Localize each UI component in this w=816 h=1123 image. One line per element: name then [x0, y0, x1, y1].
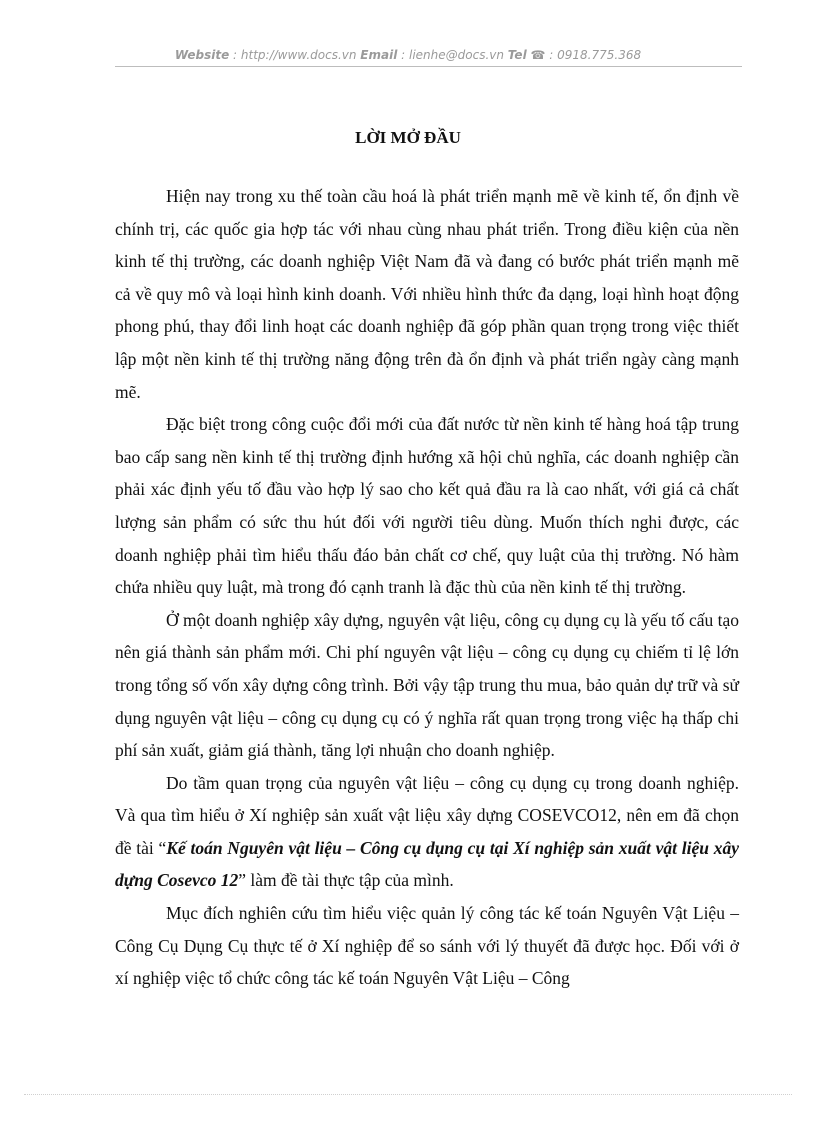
- paragraph-1: Hiện nay trong xu thế toàn cầu hoá là phát triển mạnh mẽ về kinh tế, ổn định về chính trị, các quốc gia hợp tác với nhau cùng nhau phát triển. Trong điều kiện của nền kinh tế thị trường, các doanh nghiệp Việt Nam đã và đang có bước phát triển mạnh mẽ cả về quy mô và loại hình kinh doanh. Với nhiều hình thức đa dạng, loại hình hoạt động phong phú, thay đổi linh hoạt các doanh nghiệp đã góp phần quan trọng trong việc thiết lập một nền kinh tế thị trường năng động trên đà ổn định và phát triển ngày càng mạnh mẽ.: [115, 186, 739, 402]
- website-label: Website: [174, 48, 230, 62]
- page-header: [0, 48, 816, 62]
- paragraph-4: [115, 767, 739, 897]
- paragraph-4-outro: ” làm đề tài thực tập của mình.: [238, 870, 454, 891]
- phone-number: ☎ : 0918.775.368: [526, 48, 642, 62]
- email-label: Email: [360, 48, 398, 62]
- email-address[interactable]: : lienhe@docs.vn: [397, 48, 508, 62]
- website-url[interactable]: : http://www.docs.vn: [229, 48, 361, 62]
- document-body: [115, 180, 739, 995]
- thesis-topic: Kế toán Nguyên vật liệu – Công cụ dụng cụ tại Xí nghiệp sản xuất vật liệu xây dựng Cosevco 12: [115, 837, 739, 891]
- document-title: LỜI MỞ ĐẦU: [355, 128, 461, 147]
- tel-label: Tel: [507, 48, 527, 62]
- paragraph-5: Mục đích nghiên cứu tìm hiểu việc quản lý công tác kế toán Nguyên Vật Liệu – Công Cụ Dụng Cụ thực tế ở Xí nghiệp để so sánh với lý thuyết đã được học. Đối với ở xí nghiệp việc tổ chức công tác kế toán Nguyên Vật Liệu – Công: [115, 903, 739, 989]
- paragraph-2: Đặc biệt trong công cuộc đổi mới của đất nước từ nền kinh tế hàng hoá tập trung bao cấp sang nền kinh tế thị trường định hướng xã hội chủ nghĩa, các doanh nghiệp cần phải xác định yếu tố đầu vào hợp lý sao cho kết quả đầu ra là cao nhất, với giá cả chất lượng sản phẩm có sức thu hút đối với người tiêu dùng. Muốn thích nghi được, các doanh nghiệp phải tìm hiểu thấu đáo bản chất cơ chế, quy luật của thị trường. Nó hàm chứa nhiều quy luật, mà trong đó cạnh tranh là đặc thù của nền kinh tế thị trường.: [115, 414, 739, 598]
- header-divider: [115, 66, 742, 67]
- paragraph-3: Ở một doanh nghiệp xây dựng, nguyên vật liệu, công cụ dụng cụ là yếu tố cấu tạo nên giá thành sản phẩm mới. Chi phí nguyên vật liệu – công cụ dụng cụ chiếm tỉ lệ lớn trong tổng số vốn xây dựng công trình. Bởi vậy tập trung thu mua, bảo quản dự trữ và sử dụng nguyên vật liệu – công cụ dụng cụ có ý nghĩa rất quan trọng trong việc hạ thấp chi phí sản xuất, giảm giá thành, tăng lợi nhuận cho doanh nghiệp.: [115, 609, 739, 761]
- paragraph-4-intro: Do tầm quan trọng của nguyên vật liệu – công cụ dụng cụ trong doanh nghiệp. Và qua tìm hiểu ở Xí nghiệp sản xuất vật liệu xây dựng COSEVCO12, nên em đã chọn đề tài “: [115, 772, 739, 858]
- footer-divider: [24, 1094, 792, 1095]
